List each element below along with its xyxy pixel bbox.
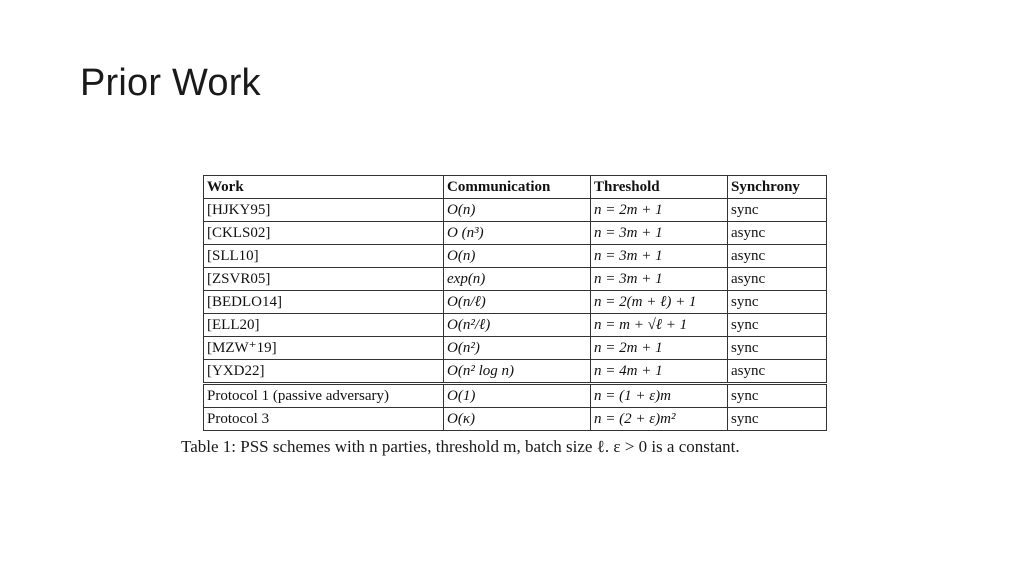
threshold-cell: n = 2m + 1 — [591, 199, 728, 222]
threshold-cell: n = m + √ℓ + 1 — [591, 314, 728, 337]
table-row — [204, 360, 827, 384]
table-row — [204, 199, 827, 222]
synchrony-cell: sync — [728, 384, 827, 408]
synchrony-cell: async — [728, 268, 827, 291]
threshold-cell: n = (1 + ε)m — [591, 384, 728, 408]
work-cell: Protocol 3 — [204, 408, 444, 431]
communication-cell: O(n) — [444, 245, 591, 268]
threshold-cell: n = 3m + 1 — [591, 268, 728, 291]
threshold-cell: n = 2(m + ℓ) + 1 — [591, 291, 728, 314]
communication-cell: O(n² log n) — [444, 360, 591, 384]
table-row — [204, 314, 827, 337]
work-cell: [SLL10] — [204, 245, 444, 268]
synchrony-cell: sync — [728, 199, 827, 222]
work-cell: [ZSVR05] — [204, 268, 444, 291]
pss-schemes-table — [203, 175, 827, 431]
threshold-cell: n = 3m + 1 — [591, 245, 728, 268]
synchrony-cell: sync — [728, 291, 827, 314]
communication-cell: O(n) — [444, 199, 591, 222]
table-row-our-protocol-1 — [204, 384, 827, 408]
communication-cell: O(n²/ℓ) — [444, 314, 591, 337]
table-figure — [181, 175, 851, 458]
communication-cell: O(n/ℓ) — [444, 291, 591, 314]
communication-cell: O(κ) — [444, 408, 591, 431]
work-cell: [ELL20] — [204, 314, 444, 337]
threshold-cell: n = 4m + 1 — [591, 360, 728, 384]
table-caption: Table 1: PSS schemes with n parties, threshold m, batch size ℓ. ε > 0 is a constant. — [181, 437, 740, 456]
header-threshold: Threshold — [591, 176, 728, 199]
work-cell: [MZW⁺19] — [204, 337, 444, 360]
synchrony-cell: async — [728, 222, 827, 245]
communication-cell: O(1) — [444, 384, 591, 408]
header-communication: Communication — [444, 176, 591, 199]
threshold-cell: n = 3m + 1 — [591, 222, 728, 245]
table-row — [204, 291, 827, 314]
communication-cell: O(n²) — [444, 337, 591, 360]
table-header-row — [204, 176, 827, 199]
threshold-cell: n = 2m + 1 — [591, 337, 728, 360]
synchrony-cell: async — [728, 245, 827, 268]
header-work: Work — [204, 176, 444, 199]
synchrony-cell: sync — [728, 337, 827, 360]
synchrony-cell: sync — [728, 408, 827, 431]
work-cell: [BEDLO14] — [204, 291, 444, 314]
synchrony-cell: async — [728, 360, 827, 384]
communication-cell: O (n³) — [444, 222, 591, 245]
work-cell: [YXD22] — [204, 360, 444, 384]
table-row — [204, 337, 827, 360]
work-cell: Protocol 1 (passive adversary) — [204, 384, 444, 408]
work-cell: [HJKY95] — [204, 199, 444, 222]
work-cell: [CKLS02] — [204, 222, 444, 245]
communication-cell: exp(n) — [444, 268, 591, 291]
synchrony-cell: sync — [728, 314, 827, 337]
threshold-cell: n = (2 + ε)m² — [591, 408, 728, 431]
slide-title: Prior Work — [80, 62, 261, 104]
table-row — [204, 245, 827, 268]
header-synchrony: Synchrony — [728, 176, 827, 199]
table-row — [204, 268, 827, 291]
table-row-our-protocol-3 — [204, 408, 827, 431]
table-row — [204, 222, 827, 245]
